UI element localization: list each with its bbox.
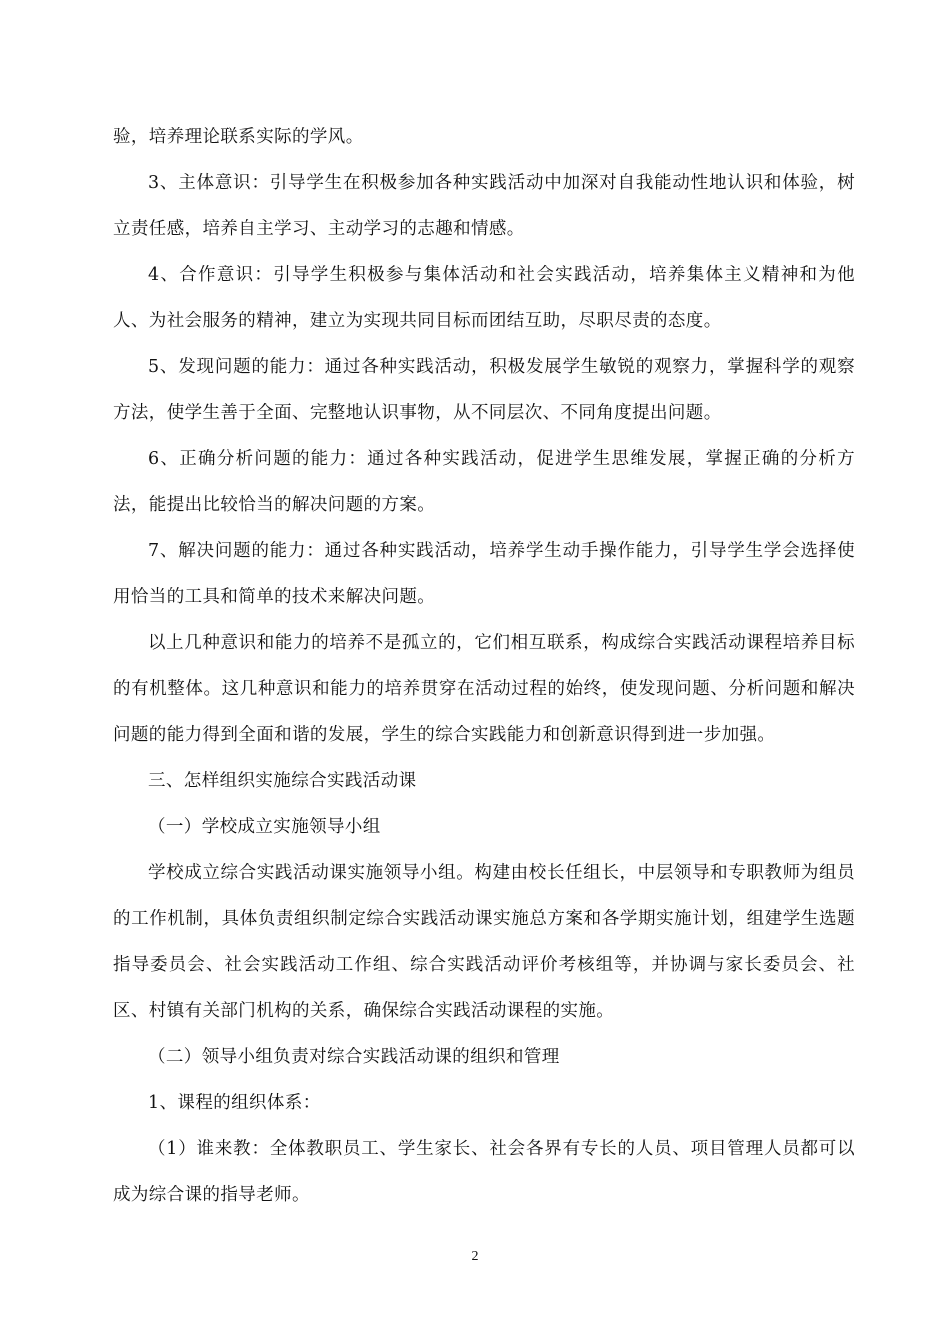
subheading-management: （二）领导小组负责对综合实践活动课的组织和管理 [148, 1047, 560, 1067]
paragraph-problem-solving: 7、解决问题的能力：通过各种实践活动，培养学生动手操作能力，引导学生学会选择使用恰当的工具和简单的技术来解决问题。 [113, 541, 855, 607]
page-number: 2 [471, 1249, 479, 1264]
paragraph-problem-analysis: 6、正确分析问题的能力：通过各种实践活动，促进学生思维发展，掌握正确的分析方法，能提出比较恰当的解决问题的方案。 [113, 449, 855, 515]
document-body [113, 114, 855, 1218]
paragraph-summary: 以上几种意识和能力的培养不是孤立的，它们相互联系，构成综合实践活动课程培养目标的有机整体。这几种意识和能力的培养贯穿在活动过程的始终，使发现问题、分析问题和解决问题的能力得到全面和谐的发展，学生的综合实践能力和创新意识得到进一步加强。 [113, 633, 855, 745]
paragraph-problem-finding: 5、发现问题的能力：通过各种实践活动，积极发展学生敏锐的观察力，掌握科学的观察方法，使学生善于全面、完整地认识事物，从不同层次、不同角度提出问题。 [113, 357, 855, 423]
section-heading-implementation: 三、怎样组织实施综合实践活动课 [148, 771, 417, 791]
subheading-organization-system: 1、课程的组织体系： [148, 1093, 321, 1113]
paragraph-cooperation-awareness: 4、合作意识：引导学生积极参与集体活动和社会实践活动，培养集体主义精神和为他人、为社会服务的精神，建立为实现共同目标而团结互助，尽职尽责的态度。 [113, 265, 855, 331]
subheading-leadership-group: （一）学校成立实施领导小组 [148, 817, 381, 837]
paragraph-leadership-group: 学校成立综合实践活动课实施领导小组。构建由校长任组长，中层领导和专职教师为组员的工作机制，具体负责组织制定综合实践活动课实施总方案和各学期实施计划，组建学生选题指导委员会、社会实践活动工作组、综合实践活动评价考核组等，并协调与家长委员会、社区、村镇有关部门机构的关系，确保综合实践活动课程的实施。 [113, 863, 855, 1021]
paragraph-subject-awareness: 3、主体意识：引导学生在积极参加各种实践活动中加深对自我能动性地认识和体验，树立责任感，培养自主学习、主动学习的志趣和情感。 [113, 173, 855, 239]
paragraph-who-teaches: （1）谁来教：全体教职员工、学生家长、社会各界有专长的人员、项目管理人员都可以成为综合课的指导老师。 [113, 1139, 855, 1205]
paragraph-continuation: 验，培养理论联系实际的学风。 [113, 127, 364, 147]
